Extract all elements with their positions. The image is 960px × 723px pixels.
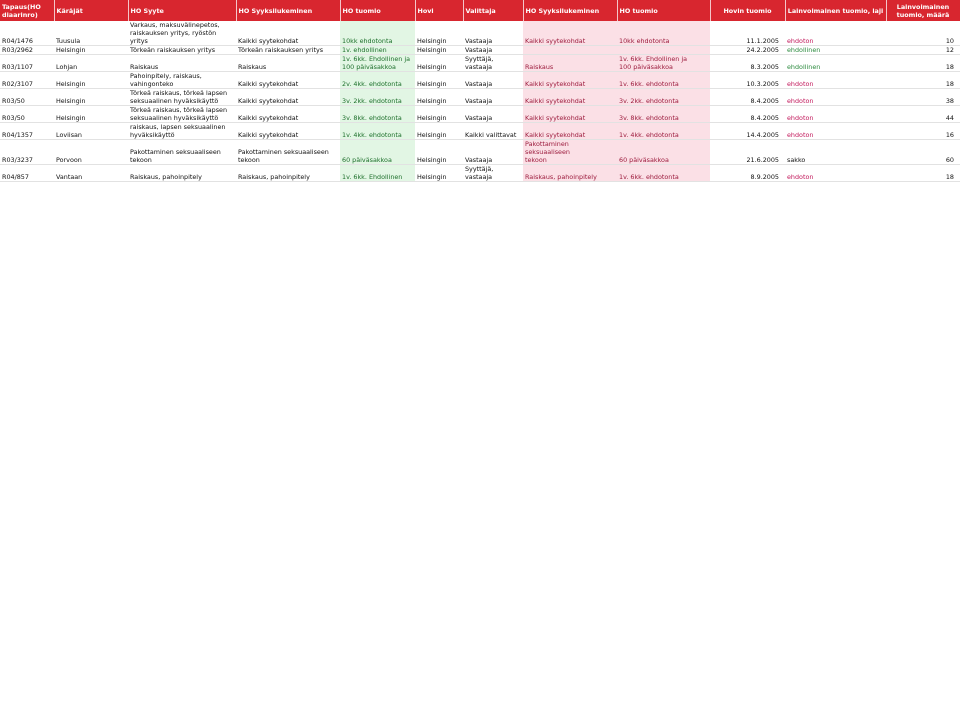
cell-hovin-tuomio: 14.4.2005 (710, 123, 785, 140)
cell-laji: ehdoton (785, 72, 886, 89)
table-row[interactable] (0, 46, 960, 55)
cell-hovin-tuomio: 8.3.2005 (710, 55, 785, 72)
cell-hovin-tuomio: 8.4.2005 (710, 106, 785, 123)
cell-tuomio-2: 3v. 2kk. ehdotonta (617, 89, 710, 106)
cell-syyksilukeminen-2: Kaikki syytekohdat (523, 21, 617, 46)
cell-hovi: Helsingin (415, 72, 463, 89)
cell-hovin-tuomio: 11.1.2005 (710, 21, 785, 46)
cell-valittaja: Vastaaja (463, 46, 523, 55)
cases-table (0, 0, 960, 182)
cell-hovin-tuomio: 8.4.2005 (710, 89, 785, 106)
cell-syyksilukeminen-1: Kaikki syytekohdat (236, 21, 340, 46)
cell-syyte: Pahoinpitely, raiskaus, vahingonteko (128, 72, 236, 89)
header-ho-syyte[interactable]: HO Syyte (128, 0, 236, 21)
cell-syyte: Varkaus, maksuvälinepetos, raiskauksen yritys, ryöstön yritys (128, 21, 236, 46)
cell-tuomio-1: 60 päiväsakkoa (340, 140, 415, 165)
cell-syyksilukeminen-2: Kaikki syytekohdat (523, 89, 617, 106)
cell-hovi: Helsingin (415, 89, 463, 106)
cell-tuomio-2: 1v. 6kk. ehdotonta (617, 72, 710, 89)
cell-maara: 18 (886, 165, 960, 182)
cell-syyksilukeminen-1: Kaikki syytekohdat (236, 89, 340, 106)
cell-laji: ehdoton (785, 123, 886, 140)
cell-hovi: Helsingin (415, 123, 463, 140)
cell-maara: 60 (886, 140, 960, 165)
cell-hovi: Helsingin (415, 46, 463, 55)
cell-syyte: Törkeä raiskaus, törkeä lapsen seksuaalinen hyväksikäyttö (128, 106, 236, 123)
cell-karajat: Helsingin (54, 106, 128, 123)
cell-syyksilukeminen-2: Raiskaus, pahoinpitely (523, 165, 617, 182)
cell-syyksilukeminen-2: Raiskaus (523, 55, 617, 72)
cell-tapaus: R04/1357 (0, 123, 54, 140)
cell-tuomio-1: 1v. 4kk. ehdotonta (340, 123, 415, 140)
cell-tapaus: R04/857 (0, 165, 54, 182)
cell-hovi: Helsingin (415, 55, 463, 72)
cell-syyksilukeminen-1: Raiskaus, pahoinpitely (236, 165, 340, 182)
cell-valittaja: Vastaaja (463, 106, 523, 123)
cell-syyte: raiskaus, lapsen seksuaalinen hyväksikäyttö (128, 123, 236, 140)
cell-hovi: Helsingin (415, 165, 463, 182)
cell-laji: ehdoton (785, 106, 886, 123)
cell-maara: 10 (886, 21, 960, 46)
cell-tuomio-1: 1v. ehdollinen (340, 46, 415, 55)
cell-tuomio-1: 1v. 6kk. Ehdollinen (340, 165, 415, 182)
cell-hovi: Helsingin (415, 106, 463, 123)
cell-hovin-tuomio: 8.9.2005 (710, 165, 785, 182)
cell-hovin-tuomio: 21.6.2005 (710, 140, 785, 165)
table-row[interactable] (0, 123, 960, 140)
cell-valittaja: Vastaaja (463, 21, 523, 46)
header-row (0, 0, 960, 21)
cell-laji: sakko (785, 140, 886, 165)
cell-syyksilukeminen-1: Kaikki syytekohdat (236, 106, 340, 123)
cell-karajat: Helsingin (54, 72, 128, 89)
cell-tapaus: R04/1476 (0, 21, 54, 46)
header-ho-tuomio-1[interactable]: HO tuomio (340, 0, 415, 21)
table-row[interactable] (0, 72, 960, 89)
cell-tuomio-1: 3v. 8kk. ehdotonta (340, 106, 415, 123)
cell-syyksilukeminen-1: Pakottaminen seksuaaliseen tekoon (236, 140, 340, 165)
cell-syyksilukeminen-1: Kaikki syytekohdat (236, 123, 340, 140)
cell-tuomio-1: 1v. 6kk. Ehdollinen ja 100 päiväsakkoa (340, 55, 415, 72)
table-row[interactable] (0, 106, 960, 123)
cell-maara: 18 (886, 72, 960, 89)
cell-tapaus: R03/50 (0, 89, 54, 106)
cell-laji: ehdollinen (785, 55, 886, 72)
cell-syyksilukeminen-2: Pakottaminen seksuaaliseen tekoon (523, 140, 617, 165)
cell-maara: 16 (886, 123, 960, 140)
cell-hovin-tuomio: 24.2.2005 (710, 46, 785, 55)
cell-syyte: Pakottaminen seksuaaliseen tekoon (128, 140, 236, 165)
header-tapaus[interactable]: Tapaus(HO diaarinro) (0, 0, 54, 21)
cell-valittaja: Syyttäjä, vastaaja (463, 165, 523, 182)
cell-tuomio-1: 10kk ehdotonta (340, 21, 415, 46)
cell-maara: 18 (886, 55, 960, 72)
cell-syyksilukeminen-2 (523, 46, 617, 55)
header-valittaja[interactable]: Valittaja (463, 0, 523, 21)
cell-tuomio-2: 10kk ehdotonta (617, 21, 710, 46)
table-row[interactable] (0, 140, 960, 165)
cell-tuomio-2 (617, 46, 710, 55)
cell-tuomio-2: 1v. 6kk. ehdotonta (617, 165, 710, 182)
cell-syyksilukeminen-1: Raiskaus (236, 55, 340, 72)
cell-tapaus: R03/2962 (0, 46, 54, 55)
cell-tapaus: R03/50 (0, 106, 54, 123)
cell-tuomio-1: 2v. 4kk. ehdotonta (340, 72, 415, 89)
cell-hovi: Helsingin (415, 21, 463, 46)
table-row[interactable] (0, 89, 960, 106)
cell-karajat: Porvoon (54, 140, 128, 165)
cell-laji: ehdoton (785, 89, 886, 106)
cell-valittaja: Kaikki valittavat (463, 123, 523, 140)
cell-karajat: Vantaan (54, 165, 128, 182)
cell-maara: 38 (886, 89, 960, 106)
cell-syyksilukeminen-2: Kaikki syytekohdat (523, 106, 617, 123)
header-ho-syyksilukeminen-2[interactable]: HO Syyksilukeminen (523, 0, 617, 21)
cell-karajat: Helsingin (54, 89, 128, 106)
cell-hovin-tuomio: 10.3.2005 (710, 72, 785, 89)
cell-tuomio-1: 3v. 2kk. ehdotonta (340, 89, 415, 106)
cell-karajat: Tuusula (54, 21, 128, 46)
cell-laji: ehdollinen (785, 46, 886, 55)
cell-laji: ehdoton (785, 21, 886, 46)
cell-syyte: Raiskaus, pahoinpitely (128, 165, 236, 182)
cell-maara: 44 (886, 106, 960, 123)
cell-syyte: Törkeän raiskauksen yritys (128, 46, 236, 55)
cell-syyksilukeminen-2: Kaikki syytekohdat (523, 123, 617, 140)
cell-valittaja: Vastaaja (463, 72, 523, 89)
table-row[interactable] (0, 21, 960, 46)
cell-tuomio-2: 1v. 4kk. ehdotonta (617, 123, 710, 140)
cell-tapaus: R03/3237 (0, 140, 54, 165)
cell-syyksilukeminen-1: Kaikki syytekohdat (236, 72, 340, 89)
header-hovi[interactable]: Hovi (415, 0, 463, 21)
header-hovin-tuomio[interactable]: Hovin tuomio (710, 0, 785, 21)
cell-tuomio-2: 60 päiväsakkoa (617, 140, 710, 165)
cell-tapaus: R02/3107 (0, 72, 54, 89)
cell-karajat: Helsingin (54, 46, 128, 55)
cell-maara: 12 (886, 46, 960, 55)
cell-syyksilukeminen-2: Kaikki syytekohdat (523, 72, 617, 89)
table-row[interactable] (0, 55, 960, 72)
cell-tuomio-2: 1v. 6kk. Ehdollinen ja 100 päiväsakkoa (617, 55, 710, 72)
header-lainvoimainen-laji[interactable]: Lainvoimainen tuomio, laji (785, 0, 886, 21)
cell-tapaus: R03/1107 (0, 55, 54, 72)
header-karajat[interactable]: Käräjät (54, 0, 128, 21)
header-lainvoimainen-maara[interactable]: Lainvoimainen tuomio, määrä (886, 0, 960, 21)
cell-tuomio-2: 3v. 8kk. ehdotonta (617, 106, 710, 123)
cell-valittaja: Vastaaja (463, 89, 523, 106)
header-ho-syyksilukeminen-1[interactable]: HO Syyksilukeminen (236, 0, 340, 21)
cell-hovi: Helsingin (415, 140, 463, 165)
cell-karajat: Loviisan (54, 123, 128, 140)
table-row[interactable] (0, 165, 960, 182)
header-ho-tuomio-2[interactable]: HO tuomio (617, 0, 710, 21)
cell-syyte: Raiskaus (128, 55, 236, 72)
cell-valittaja: Vastaaja (463, 140, 523, 165)
cell-syyte: Törkeä raiskaus, törkeä lapsen seksuaalinen hyväksikäyttö (128, 89, 236, 106)
cell-karajat: Lohjan (54, 55, 128, 72)
cell-syyksilukeminen-1: Törkeän raiskauksen yritys (236, 46, 340, 55)
cell-laji: ehdoton (785, 165, 886, 182)
cell-valittaja: Syyttäjä, vastaaja (463, 55, 523, 72)
